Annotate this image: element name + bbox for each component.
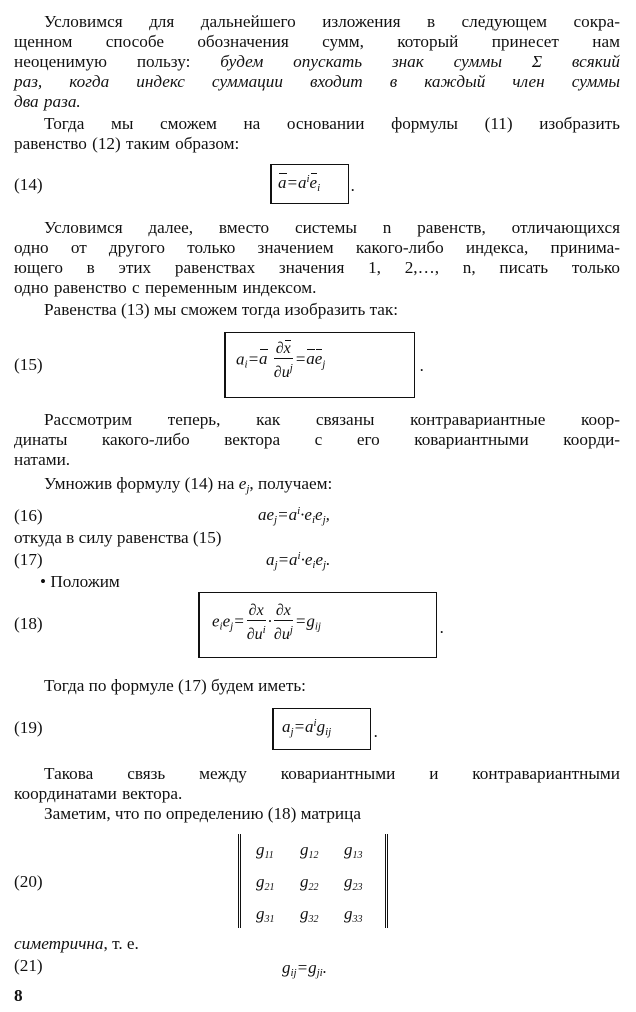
text-line: динаты какого-либо вектора с его ковариантными коорди- (14, 430, 620, 449)
text-line: Рассмотрим теперь, как связаны контравариантные коор- (44, 410, 620, 429)
equation-17: $a_j=a^i\cdot e_ie_j$. (266, 550, 331, 571)
text-line: щенном способе обозначения сумм, который принесет нам (14, 32, 620, 51)
matrix-cell: $g_{33}$ (344, 904, 363, 925)
paragraph-whence: откуда в силу равенства (15) (14, 528, 222, 547)
matrix-cell: $g_{11}$ (256, 840, 274, 861)
paragraph-relation (14, 764, 620, 804)
equation-label: (14) (14, 175, 43, 194)
equation-label: (17) (14, 550, 43, 569)
paragraph-equalities: Равенства (13) мы сможем тогда изобразить так: (44, 300, 399, 319)
equation-16: $ae_j=a^i\cdot e_ie_j$, (258, 505, 330, 526)
text-line: два раза. (14, 92, 81, 111)
text-line: раз, когда индекс суммации входит в каждый член суммы (14, 72, 620, 91)
equation-18: $e_ie_j=$ $\frac{\partial x}{\partial u^i}$ · $\frac{\partial x}{\partial u^j}$ $=g_{ij}$ (212, 602, 321, 643)
text-line: равенство (12) таким образом: (14, 134, 240, 153)
paragraph-matrix: Заметим, что по определению (18) матрица (44, 804, 361, 823)
text-line: натами. (14, 450, 71, 469)
matrix-cell: $g_{32}$ (300, 904, 319, 925)
equation-label: (21) (14, 956, 43, 975)
paragraph-then (14, 114, 620, 154)
text-line: одно от другого только значением какого-либо индекса, принима- (14, 238, 620, 257)
paragraph-multiply: Умножив формулу (14) на $e_j$, получаем: (44, 474, 333, 495)
equation-punct: . (440, 618, 445, 637)
equation-21: $g_{ij}=g_{ji}$. (282, 958, 327, 979)
page-number: 8 (14, 986, 23, 1005)
equation-label: (19) (14, 718, 43, 737)
matrix-cell: $g_{31}$ (256, 904, 275, 925)
text-line: ющего в этих равенствах значения 1, 2,…, n, писать только (14, 258, 620, 277)
equation-19: $a_j=a^ig_{ij}$ (282, 717, 332, 738)
text-line: одно равенство с переменным индексом. (14, 278, 317, 297)
equation-punct: . (420, 356, 425, 375)
text-line: Такова связь между ковариантными и контравариантными (44, 764, 620, 783)
text-line: неоценимую пользу: будем опускать знак суммы Σ всякий (14, 52, 620, 71)
matrix-cell: $g_{13}$ (344, 840, 363, 861)
equation-label: (16) (14, 506, 43, 525)
text-line: Условимся далее, вместо системы n равенств, отличающихся (44, 218, 620, 237)
equation-punct: . (351, 176, 356, 195)
paragraph-consider (14, 410, 620, 470)
paragraph-intro (14, 12, 620, 112)
text-line: Условимся для дальнейшего изложения в следующем сокра- (44, 12, 620, 31)
matrix-cell: $g_{23}$ (344, 872, 363, 893)
text-line: Тогда мы сможем на основании формулы (11) изобразить (44, 114, 620, 133)
text-line: координатами вектора. (14, 784, 183, 803)
matrix-cell: $g_{12}$ (300, 840, 319, 861)
matrix-cell: $g_{21}$ (256, 872, 275, 893)
equation-label: (18) (14, 614, 43, 633)
paragraph-symmetric: симетрична, т. е. (14, 934, 139, 953)
equation-14: $a=a^ie_i$ (278, 173, 321, 194)
equation-label: (20) (14, 872, 43, 891)
equation-label: (15) (14, 355, 43, 374)
paragraph-let: • Положим (40, 572, 120, 591)
paragraph-then-formula: Тогда по формуле (17) будем иметь: (44, 676, 306, 695)
paragraph-convention (14, 218, 620, 298)
equation-punct: . (374, 722, 379, 741)
equation-15: $a_i=a$ $\frac{\partial x}{\partial u^j}$ $=ae_j$ (236, 340, 326, 381)
matrix-cell: $g_{22}$ (300, 872, 319, 893)
